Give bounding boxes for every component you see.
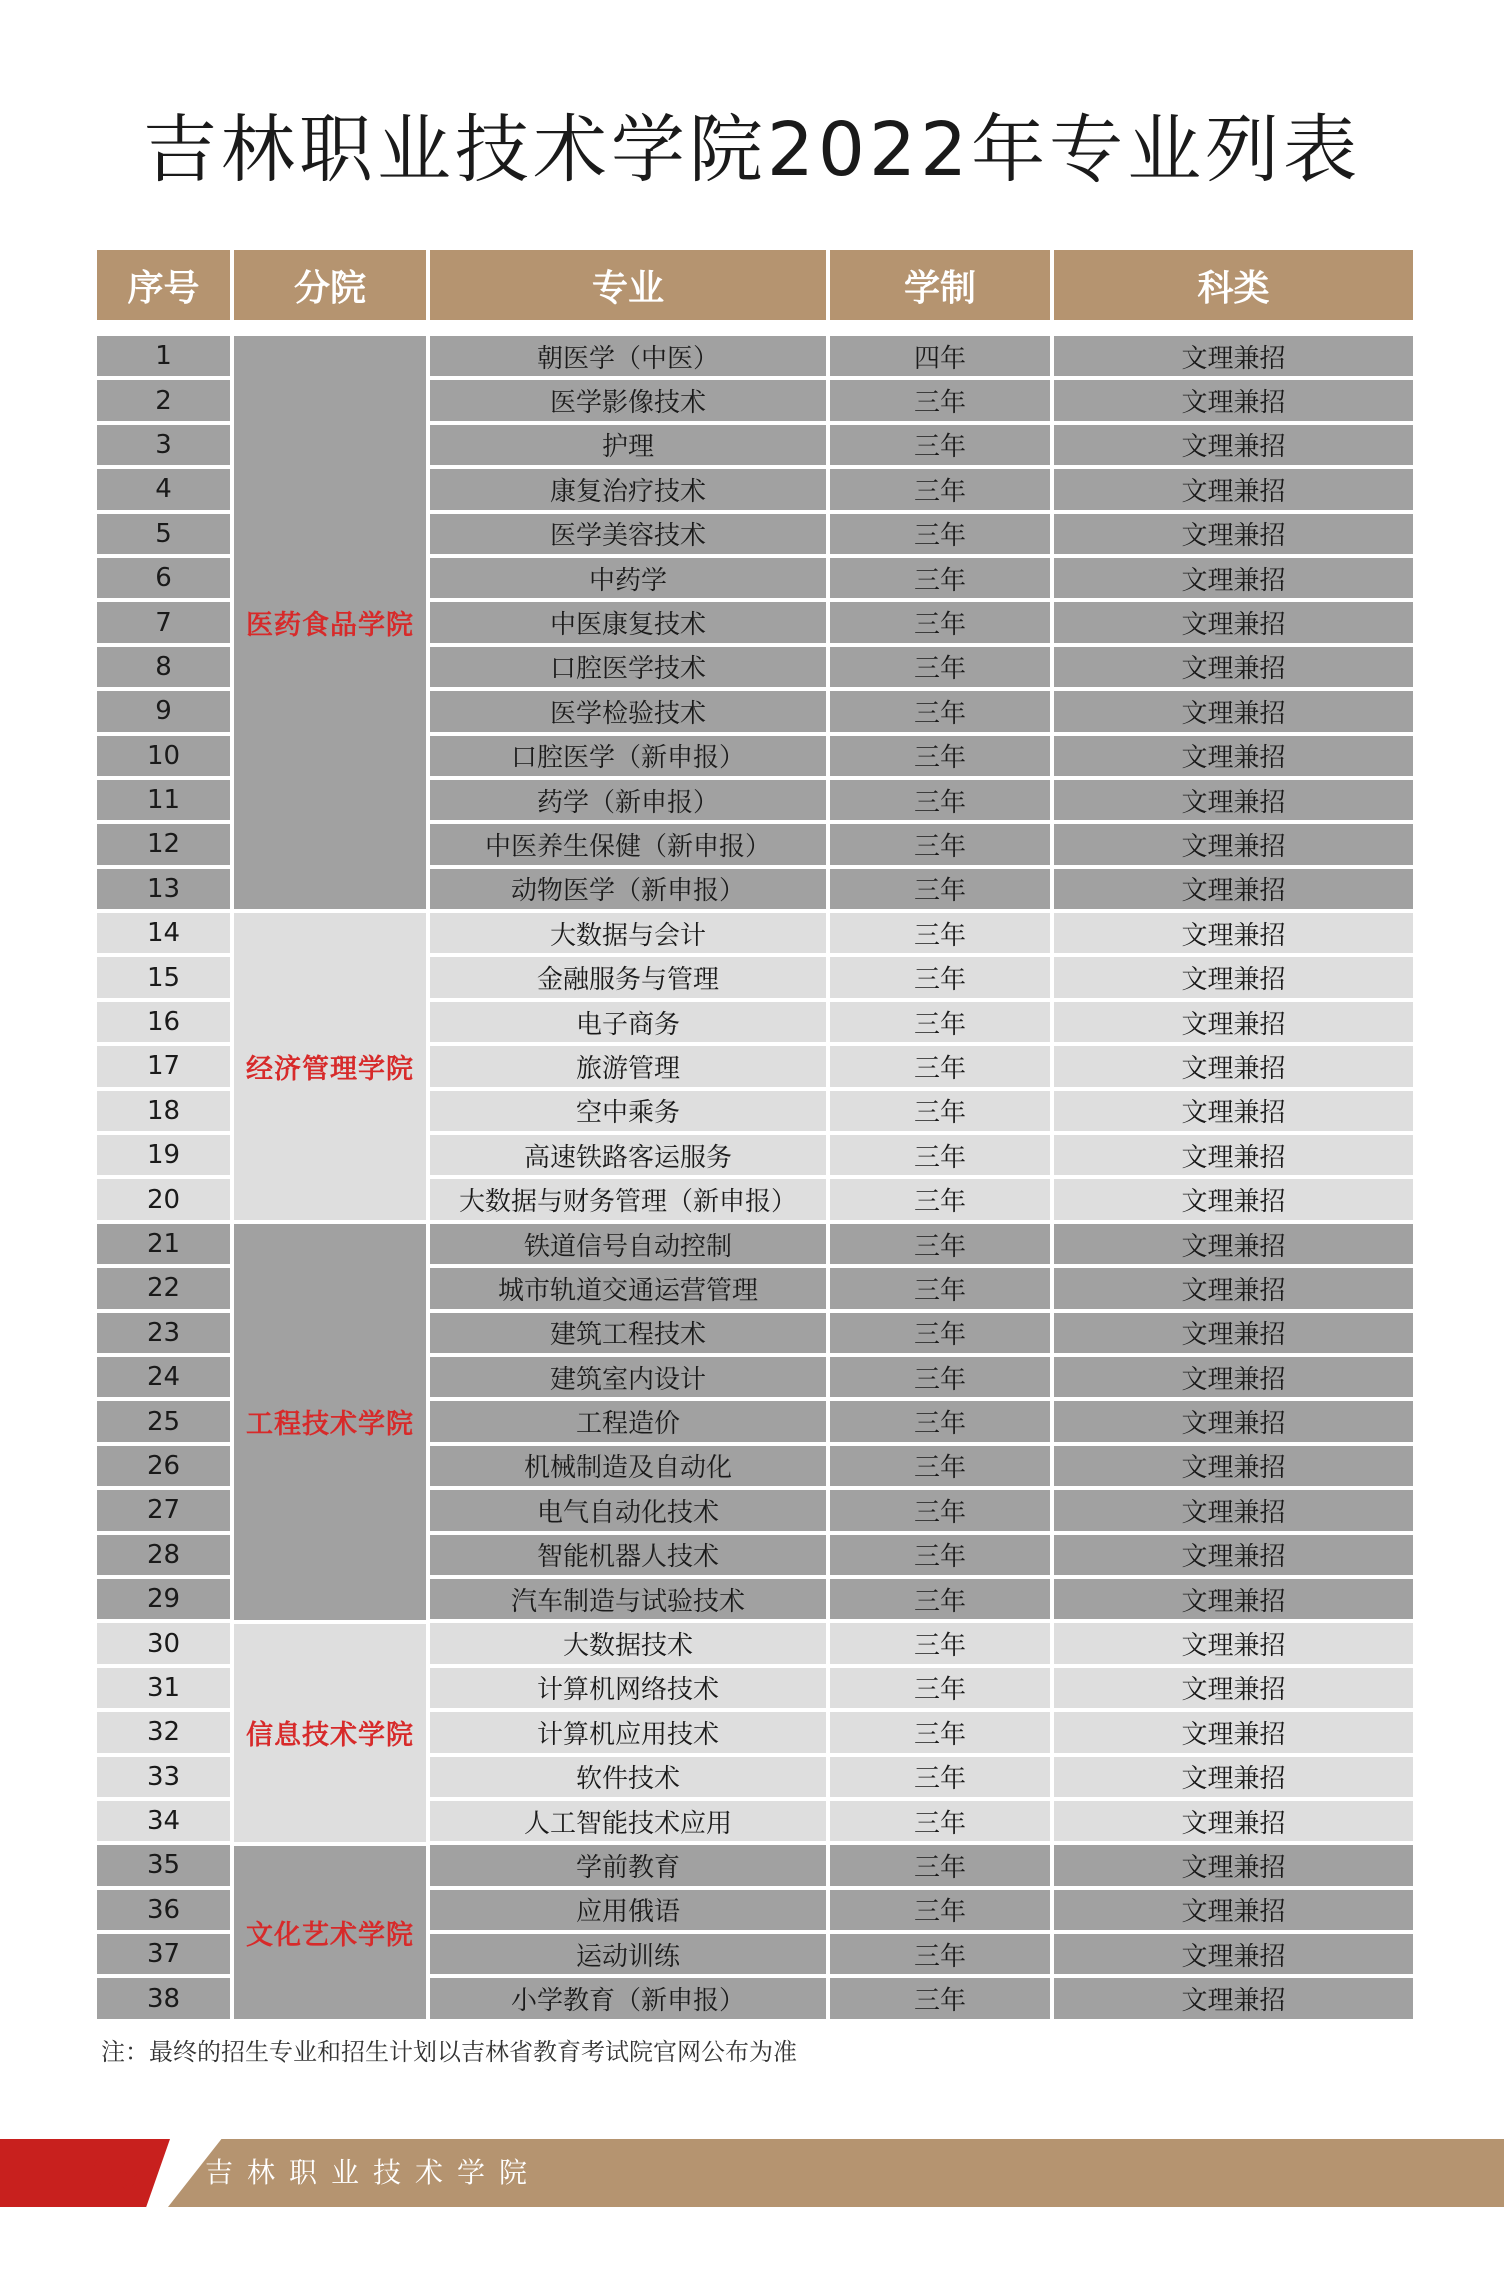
- header-major: 专业: [430, 250, 826, 320]
- column-dept: [234, 336, 426, 2023]
- category-cell: 文理兼招: [1054, 1179, 1413, 1219]
- category-cell: 文理兼招: [1054, 1313, 1413, 1353]
- category-cell: 文理兼招: [1054, 869, 1413, 909]
- department-cell: 经济管理学院: [234, 913, 426, 1220]
- seq-cell: 15: [97, 957, 230, 997]
- duration-cell: 三年: [830, 957, 1050, 997]
- major-cell: 人工智能技术应用: [430, 1801, 826, 1841]
- duration-cell: 三年: [830, 1091, 1050, 1131]
- category-cell: 文理兼招: [1054, 1046, 1413, 1086]
- seq-cell: 11: [97, 780, 230, 820]
- duration-cell: 四年: [830, 336, 1050, 376]
- major-cell: 口腔医学技术: [430, 647, 826, 687]
- category-cell: 文理兼招: [1054, 1845, 1413, 1885]
- major-cell: 电子商务: [430, 1002, 826, 1042]
- category-cell: 文理兼招: [1054, 1623, 1413, 1663]
- seq-cell: 18: [97, 1091, 230, 1131]
- seq-cell: 8: [97, 647, 230, 687]
- column-category: [1054, 336, 1413, 2023]
- category-cell: 文理兼招: [1054, 1446, 1413, 1486]
- duration-cell: 三年: [830, 1978, 1050, 2018]
- seq-cell: 14: [97, 913, 230, 953]
- column-duration: [830, 336, 1050, 2023]
- duration-cell: 三年: [830, 1712, 1050, 1752]
- page-footer: [0, 2139, 1504, 2207]
- category-cell: 文理兼招: [1054, 1224, 1413, 1264]
- category-cell: 文理兼招: [1054, 691, 1413, 731]
- duration-cell: 三年: [830, 780, 1050, 820]
- major-cell: 康复治疗技术: [430, 469, 826, 509]
- seq-cell: 6: [97, 558, 230, 598]
- duration-cell: 三年: [830, 691, 1050, 731]
- category-cell: 文理兼招: [1054, 1978, 1413, 2018]
- seq-cell: 21: [97, 1224, 230, 1264]
- duration-cell: 三年: [830, 469, 1050, 509]
- duration-cell: 三年: [830, 736, 1050, 776]
- category-cell: 文理兼招: [1054, 380, 1413, 420]
- major-cell: 学前教育: [430, 1845, 826, 1885]
- seq-cell: 33: [97, 1757, 230, 1797]
- seq-cell: 3: [97, 425, 230, 465]
- major-cell: 空中乘务: [430, 1091, 826, 1131]
- major-cell: 医学美容技术: [430, 514, 826, 554]
- duration-cell: 三年: [830, 1313, 1050, 1353]
- seq-cell: 26: [97, 1446, 230, 1486]
- duration-cell: 三年: [830, 425, 1050, 465]
- duration-cell: 三年: [830, 558, 1050, 598]
- category-cell: 文理兼招: [1054, 514, 1413, 554]
- footer-school-name: 吉林职业技术学院: [205, 2156, 542, 2189]
- major-cell: 动物医学（新申报）: [430, 869, 826, 909]
- major-cell: 小学教育（新申报）: [430, 1978, 826, 2018]
- page-number: 09: [92, 2147, 144, 2199]
- category-cell: 文理兼招: [1054, 1357, 1413, 1397]
- seq-cell: 29: [97, 1579, 230, 1619]
- major-cell: 高速铁路客运服务: [430, 1135, 826, 1175]
- table-header: [97, 250, 1413, 320]
- duration-cell: 三年: [830, 1535, 1050, 1575]
- category-cell: 文理兼招: [1054, 1091, 1413, 1131]
- major-cell: 中药学: [430, 558, 826, 598]
- category-cell: 文理兼招: [1054, 736, 1413, 776]
- duration-cell: 三年: [830, 1135, 1050, 1175]
- seq-cell: 16: [97, 1002, 230, 1042]
- duration-cell: 三年: [830, 1224, 1050, 1264]
- duration-cell: 三年: [830, 647, 1050, 687]
- major-cell: 朝医学（中医）: [430, 336, 826, 376]
- duration-cell: 三年: [830, 602, 1050, 642]
- major-cell: 智能机器人技术: [430, 1535, 826, 1575]
- major-cell: 护理: [430, 425, 826, 465]
- duration-cell: 三年: [830, 824, 1050, 864]
- seq-cell: 4: [97, 469, 230, 509]
- major-cell: 城市轨道交通运营管理: [430, 1268, 826, 1308]
- major-cell: 大数据与财务管理（新申报）: [430, 1179, 826, 1219]
- major-cell: 应用俄语: [430, 1890, 826, 1930]
- major-cell: 旅游管理: [430, 1046, 826, 1086]
- major-cell: 中医养生保健（新申报）: [430, 824, 826, 864]
- department-cell: 信息技术学院: [234, 1624, 426, 1842]
- seq-cell: 10: [97, 736, 230, 776]
- column-seq: [97, 336, 230, 2023]
- category-cell: 文理兼招: [1054, 1268, 1413, 1308]
- duration-cell: 三年: [830, 1002, 1050, 1042]
- duration-cell: 三年: [830, 1668, 1050, 1708]
- duration-cell: 三年: [830, 1046, 1050, 1086]
- seq-cell: 24: [97, 1357, 230, 1397]
- duration-cell: 三年: [830, 913, 1050, 953]
- major-cell: 金融服务与管理: [430, 957, 826, 997]
- page-title: 吉林职业技术学院2022年专业列表: [142, 107, 1362, 193]
- major-cell: 机械制造及自动化: [430, 1446, 826, 1486]
- category-cell: 文理兼招: [1054, 1401, 1413, 1441]
- major-cell: 医学检验技术: [430, 691, 826, 731]
- seq-cell: 1: [97, 336, 230, 376]
- major-cell: 工程造价: [430, 1401, 826, 1441]
- major-cell: 口腔医学（新申报）: [430, 736, 826, 776]
- major-cell: 医学影像技术: [430, 380, 826, 420]
- table-body: [97, 336, 1413, 2023]
- seq-cell: 37: [97, 1934, 230, 1974]
- category-cell: 文理兼招: [1054, 1490, 1413, 1530]
- duration-cell: 三年: [830, 1623, 1050, 1663]
- duration-cell: 三年: [830, 869, 1050, 909]
- major-cell: 电气自动化技术: [430, 1490, 826, 1530]
- seq-cell: 28: [97, 1535, 230, 1575]
- duration-cell: 三年: [830, 1268, 1050, 1308]
- major-cell: 计算机网络技术: [430, 1668, 826, 1708]
- category-cell: 文理兼招: [1054, 469, 1413, 509]
- category-cell: 文理兼招: [1054, 425, 1413, 465]
- duration-cell: 三年: [830, 1934, 1050, 1974]
- header-category: 科类: [1054, 250, 1413, 320]
- category-cell: 文理兼招: [1054, 1135, 1413, 1175]
- seq-cell: 19: [97, 1135, 230, 1175]
- department-cell: 文化艺术学院: [234, 1846, 426, 2020]
- category-cell: 文理兼招: [1054, 558, 1413, 598]
- major-cell: 运动训练: [430, 1934, 826, 1974]
- major-cell: 汽车制造与试验技术: [430, 1579, 826, 1619]
- seq-cell: 20: [97, 1179, 230, 1219]
- seq-cell: 12: [97, 824, 230, 864]
- seq-cell: 25: [97, 1401, 230, 1441]
- duration-cell: 三年: [830, 1845, 1050, 1885]
- duration-cell: 三年: [830, 1446, 1050, 1486]
- category-cell: 文理兼招: [1054, 913, 1413, 953]
- major-cell: 建筑室内设计: [430, 1357, 826, 1397]
- major-cell: 大数据技术: [430, 1623, 826, 1663]
- duration-cell: 三年: [830, 514, 1050, 554]
- duration-cell: 三年: [830, 1757, 1050, 1797]
- header-dept: 分院: [234, 250, 426, 320]
- seq-cell: 13: [97, 869, 230, 909]
- category-cell: 文理兼招: [1054, 1668, 1413, 1708]
- category-cell: 文理兼招: [1054, 1890, 1413, 1930]
- seq-cell: 36: [97, 1890, 230, 1930]
- seq-cell: 35: [97, 1845, 230, 1885]
- category-cell: 文理兼招: [1054, 1757, 1413, 1797]
- seq-cell: 38: [97, 1978, 230, 2018]
- seq-cell: 32: [97, 1712, 230, 1752]
- category-cell: 文理兼招: [1054, 602, 1413, 642]
- duration-cell: 三年: [830, 1357, 1050, 1397]
- seq-cell: 34: [97, 1801, 230, 1841]
- major-cell: 建筑工程技术: [430, 1313, 826, 1353]
- seq-cell: 27: [97, 1490, 230, 1530]
- footnote: 注：最终的招生专业和招生计划以吉林省教育考试院官网公布为准: [101, 2038, 797, 2066]
- category-cell: 文理兼招: [1054, 824, 1413, 864]
- category-cell: 文理兼招: [1054, 1002, 1413, 1042]
- category-cell: 文理兼招: [1054, 1579, 1413, 1619]
- seq-cell: 7: [97, 602, 230, 642]
- major-cell: 大数据与会计: [430, 913, 826, 953]
- major-cell: 计算机应用技术: [430, 1712, 826, 1752]
- major-cell: 软件技术: [430, 1757, 826, 1797]
- category-cell: 文理兼招: [1054, 1801, 1413, 1841]
- header-duration: 学制: [830, 250, 1050, 320]
- category-cell: 文理兼招: [1054, 1712, 1413, 1752]
- department-cell: 医药食品学院: [234, 336, 426, 909]
- seq-cell: 30: [97, 1623, 230, 1663]
- seq-cell: 22: [97, 1268, 230, 1308]
- seq-cell: 23: [97, 1313, 230, 1353]
- category-cell: 文理兼招: [1054, 957, 1413, 997]
- header-seq: 序号: [97, 250, 230, 320]
- category-cell: 文理兼招: [1054, 1934, 1413, 1974]
- duration-cell: 三年: [830, 1179, 1050, 1219]
- seq-cell: 9: [97, 691, 230, 731]
- duration-cell: 三年: [830, 1490, 1050, 1530]
- category-cell: 文理兼招: [1054, 647, 1413, 687]
- category-cell: 文理兼招: [1054, 780, 1413, 820]
- seq-cell: 5: [97, 514, 230, 554]
- seq-cell: 31: [97, 1668, 230, 1708]
- duration-cell: 三年: [830, 1801, 1050, 1841]
- seq-cell: 17: [97, 1046, 230, 1086]
- department-cell: 工程技术学院: [234, 1224, 426, 1620]
- category-cell: 文理兼招: [1054, 336, 1413, 376]
- duration-cell: 三年: [830, 380, 1050, 420]
- majors-table: [97, 250, 1413, 2023]
- column-major: [430, 336, 826, 2023]
- major-cell: 药学（新申报）: [430, 780, 826, 820]
- duration-cell: 三年: [830, 1890, 1050, 1930]
- category-cell: 文理兼招: [1054, 1535, 1413, 1575]
- seq-cell: 2: [97, 380, 230, 420]
- duration-cell: 三年: [830, 1401, 1050, 1441]
- major-cell: 铁道信号自动控制: [430, 1224, 826, 1264]
- duration-cell: 三年: [830, 1579, 1050, 1619]
- major-cell: 中医康复技术: [430, 602, 826, 642]
